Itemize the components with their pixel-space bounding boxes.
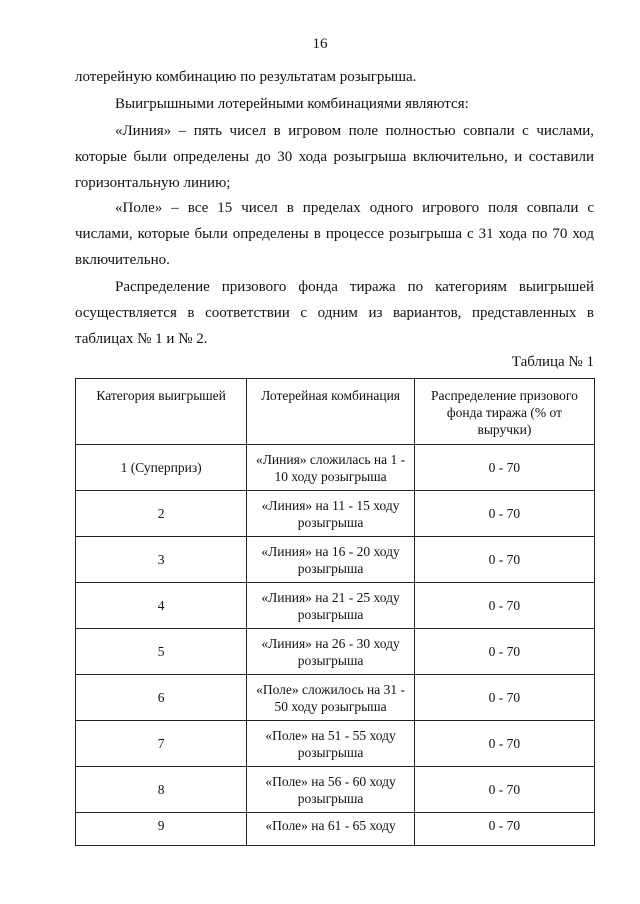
table-row [76, 445, 595, 491]
cell-category: 6 [76, 675, 247, 721]
cell-distribution: 0 - 70 [414, 537, 594, 583]
cell-distribution: 0 - 70 [414, 583, 594, 629]
cell-combination: «Линия» на 21 - 25 ходу розыгрыша [247, 583, 415, 629]
table-header-row [76, 379, 595, 445]
cell-category: 9 [76, 813, 247, 846]
cell-combination: «Поле» на 51 - 55 ходу розыгрыша [247, 721, 415, 767]
cell-combination: «Поле» сложилось на 31 - 50 ходу розыгрыша [247, 675, 415, 721]
paragraph-winning-combinations-intro: Выигрышными лотерейными комбинациями являются: [115, 96, 469, 112]
cell-distribution: 0 - 70 [414, 675, 594, 721]
cell-distribution: 0 - 70 [414, 813, 594, 846]
table-row [76, 491, 595, 537]
cell-distribution: 0 - 70 [414, 491, 594, 537]
page-number: 16 [312, 36, 328, 52]
cell-category: 4 [76, 583, 247, 629]
cell-distribution: 0 - 70 [414, 629, 594, 675]
header-distribution: Распределение призового фонда тиража (% от выручки) [414, 379, 594, 445]
table-row [76, 629, 595, 675]
table-row [76, 537, 595, 583]
prize-distribution-table [75, 378, 595, 846]
cell-combination: «Поле» на 61 - 65 ходу [247, 813, 415, 846]
cell-category: 8 [76, 767, 247, 813]
cell-combination: «Поле» на 56 - 60 ходу розыгрыша [247, 767, 415, 813]
cell-combination: «Линия» на 11 - 15 ходу розыгрыша [247, 491, 415, 537]
paragraph-prize-distribution: Распределение призового фонда тиража по категориям выигрышей осуществляется в соответствии с одним из вариантов, представленных в таблицах № 1 и № 2. [75, 279, 594, 347]
table-row [76, 675, 595, 721]
cell-distribution: 0 - 70 [414, 721, 594, 767]
header-category: Категория выигрышей [76, 379, 247, 445]
paragraph-field-definition: «Поле» – все 15 чисел в пределах одного игрового поля совпали с числами, которые были определены в процессе розыгрыша с 31 хода по 70 ход включительно. [75, 200, 594, 268]
table-row [76, 721, 595, 767]
cell-combination: «Линия» сложилась на 1 - 10 ходу розыгрыша [247, 445, 415, 491]
cell-distribution: 0 - 70 [414, 445, 594, 491]
cell-category: 5 [76, 629, 247, 675]
table-row [76, 767, 595, 813]
table-row [76, 813, 595, 846]
paragraph-line-definition: «Линия» – пять чисел в игровом поле полностью совпали с числами, которые были определены до 30 хода розыгрыша включительно, и составили горизонтальную линию; [75, 123, 594, 191]
cell-combination: «Линия» на 16 - 20 ходу розыгрыша [247, 537, 415, 583]
header-combination: Лотерейная комбинация [247, 379, 415, 445]
cell-distribution: 0 - 70 [414, 767, 594, 813]
cell-category: 7 [76, 721, 247, 767]
cell-category: 1 (Суперприз) [76, 445, 247, 491]
paragraph-continuation: лотерейную комбинацию по результатам розыгрыша. [75, 69, 417, 85]
table-caption: Таблица № 1 [511, 354, 594, 370]
cell-category: 3 [76, 537, 247, 583]
table-row [76, 583, 595, 629]
cell-combination: «Линия» на 26 - 30 ходу розыгрыша [247, 629, 415, 675]
cell-category: 2 [76, 491, 247, 537]
